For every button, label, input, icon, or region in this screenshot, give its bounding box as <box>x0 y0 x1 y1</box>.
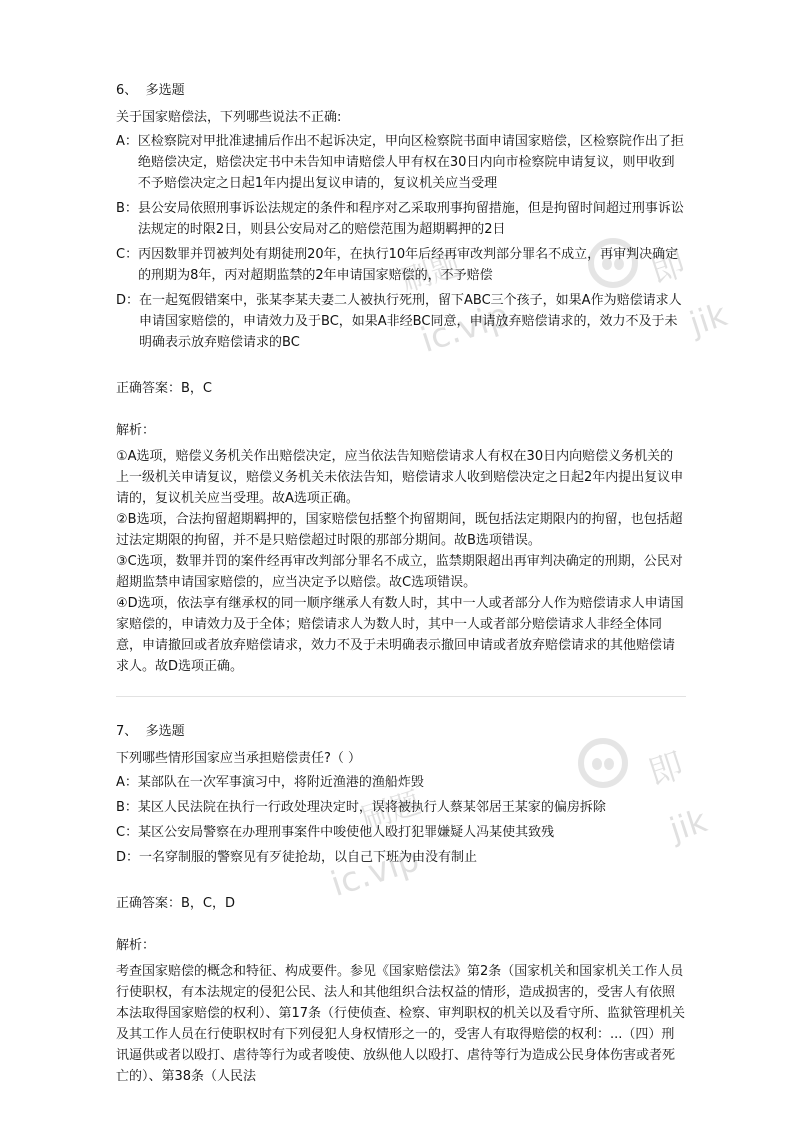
option-label: A： <box>116 134 138 149</box>
option-label: D： <box>116 850 140 865</box>
option-text: 某区公安局警察在办理刑事案件中唆使他人殴打犯罪嫌疑人冯某使其致残 <box>138 825 555 840</box>
option-text: 区检察院对甲批准逮捕后作出不起诉决定，甲向区检察院书面申请国家赔偿，区检察院作出了拒绝赔偿决定，赔偿决定书中未告知申请赔偿人甲有权在30日内向市检察院申请复议，则甲收到不予赔偿决定之日起1年内提出复议申请的，复议机关应当受理 <box>137 134 684 191</box>
answer-value: B，C，D <box>181 896 236 911</box>
watermark-text: 即 <box>645 243 691 293</box>
watermark-text: 即 <box>643 745 689 795</box>
analysis-title: 解析： <box>116 938 156 953</box>
option-b <box>116 198 686 240</box>
option-label: D： <box>116 293 140 308</box>
analysis-paragraph: ②B选项，合法拘留超期羁押的，国家赔偿包括整个拘留期间，既包括法定期限内的拘留，也包括超过法定期限的拘留，并不是只赔偿超过时限的那部分期间。故B选项错误。 <box>116 512 683 548</box>
option-a <box>116 131 686 194</box>
option-text: 某部队在一次军事演习中，将附近渔港的渔船炸毁 <box>137 775 424 790</box>
analysis-paragraph: ③C选项，数罪并罚的案件经再审改判部分罪名不成立，监禁期限超出再审判决确定的刑期，公民对超期监禁申请国家赔偿的，应当决定予以赔偿。故C选项错误。 <box>116 554 683 590</box>
option-label: B： <box>116 800 138 815</box>
option-text: 一名穿制服的警察见有歹徒抢劫，以自己下班为由没有制止 <box>139 850 478 865</box>
option-label: C： <box>116 247 139 262</box>
question-number: 7 <box>116 724 125 739</box>
watermark-text: jik <box>665 801 712 849</box>
option-b <box>116 797 686 818</box>
answer-label: 正确答案： <box>116 896 182 911</box>
panda-watermark-icon <box>578 738 628 788</box>
answer-value: B，C <box>181 381 213 396</box>
question-header <box>116 80 686 101</box>
option-text: 某区人民法院在执行一行政处理决定时，误将被执行人蔡某邻居王某家的偏房拆除 <box>137 800 606 815</box>
question-number: 6 <box>116 83 125 98</box>
question-type: 多选题 <box>145 83 185 98</box>
question-type: 多选题 <box>145 724 185 739</box>
analysis-body <box>116 446 686 677</box>
watermark-text: 刷题 <box>397 247 466 300</box>
option-text: 丙因数罪并罚被判处有期徒刑20年，在执行10年后经再审改判部分罪名不成立，再审判决确定的刑期为8年，丙对超期监禁的2年申请国家赔偿的，不予赔偿 <box>138 247 679 283</box>
analysis-paragraph: ①A选项，赔偿义务机关作出赔偿决定，应当依法告知赔偿请求人有权在30日内向赔偿义务机关的上一级机关申请复议，赔偿义务机关未依法告知，赔偿请求人收到赔偿决定之日起2年内提出复议申请的，复议机关应当受理。故A选项正确。 <box>116 449 684 506</box>
answer-label: 正确答案： <box>116 381 182 396</box>
analysis-paragraph: 考查国家赔偿的概念和特征、构成要件。参见《国家赔偿法》第2条（国家机关和国家机关工作人员行使职权，有本法规定的侵犯公民、法人和其他组织合法权益的情形，造成损害的，受害人有依照本法取得国家赔偿的权利）、第17条（行使侦查、检察、审判职权的机关以及看守所、监狱管理机关及其工作人员在行使职权时有下列侵犯人身权情形之一的，受害人有取得赔偿的权利：...（四）刑讯逼供或者以殴打、虐待等行为或者唆使、放纵他人以殴打、虐待等行为造成公民身体伤害或者死亡的）、第38条（人民法 <box>116 964 686 1084</box>
option-c <box>116 822 686 843</box>
question-stem: 关于国家赔偿法，下列哪些说法不正确: <box>116 110 342 125</box>
analysis-title: 解析： <box>116 423 156 438</box>
option-d <box>116 290 686 353</box>
watermark-text: ic.vip <box>416 295 515 361</box>
panda-watermark-icon <box>588 238 638 288</box>
question-separator: 、 <box>124 83 138 98</box>
analysis-body <box>116 961 686 1087</box>
watermark-text: jik <box>685 295 732 343</box>
question-6 <box>116 80 686 677</box>
question-stem: 下列哪些情形国家应当承担赔偿责任?（ ） <box>116 751 362 766</box>
option-label: C： <box>116 825 139 840</box>
option-text: 在一起冤假错案中，张某李某夫妻二人被执行死刑，留下ABC三个孩子，如果A作为赔偿请求人申请国家赔偿的，申请效力及于BC，如果A非经BC同意，申请放弃赔偿请求的，效力不及于未明确表示放弃赔偿请求的BC <box>139 293 682 350</box>
option-label: A： <box>116 775 138 790</box>
watermark-text: ic.vip <box>326 839 425 905</box>
correct-answer <box>116 893 686 914</box>
option-d <box>116 847 686 868</box>
option-label: B： <box>116 201 138 216</box>
question-divider <box>116 696 686 697</box>
watermark-text: 刷题 <box>357 785 426 838</box>
analysis-paragraph: ④D选项，依法享有继承权的同一顺序继承人有数人时，其中一人或者部分人作为赔偿请求人申请国家赔偿的，申请效力及于全体；赔偿请求人为数人时，其中一人或者部分赔偿请求人非经全体同意，申请撤回或者放弃赔偿请求，效力不及于未明确表示撤回申请或者放弃赔偿请求的其他赔偿请求人。故D选项正确。 <box>116 596 684 674</box>
question-separator: 、 <box>124 724 138 739</box>
correct-answer <box>116 378 686 399</box>
option-text: 县公安局依照刑事诉讼法规定的条件和程序对乙采取刑事拘留措施，但是拘留时间超过刑事诉讼法规定的时限2日，则县公安局对乙的赔偿范围为超期羁押的2日 <box>137 201 684 237</box>
